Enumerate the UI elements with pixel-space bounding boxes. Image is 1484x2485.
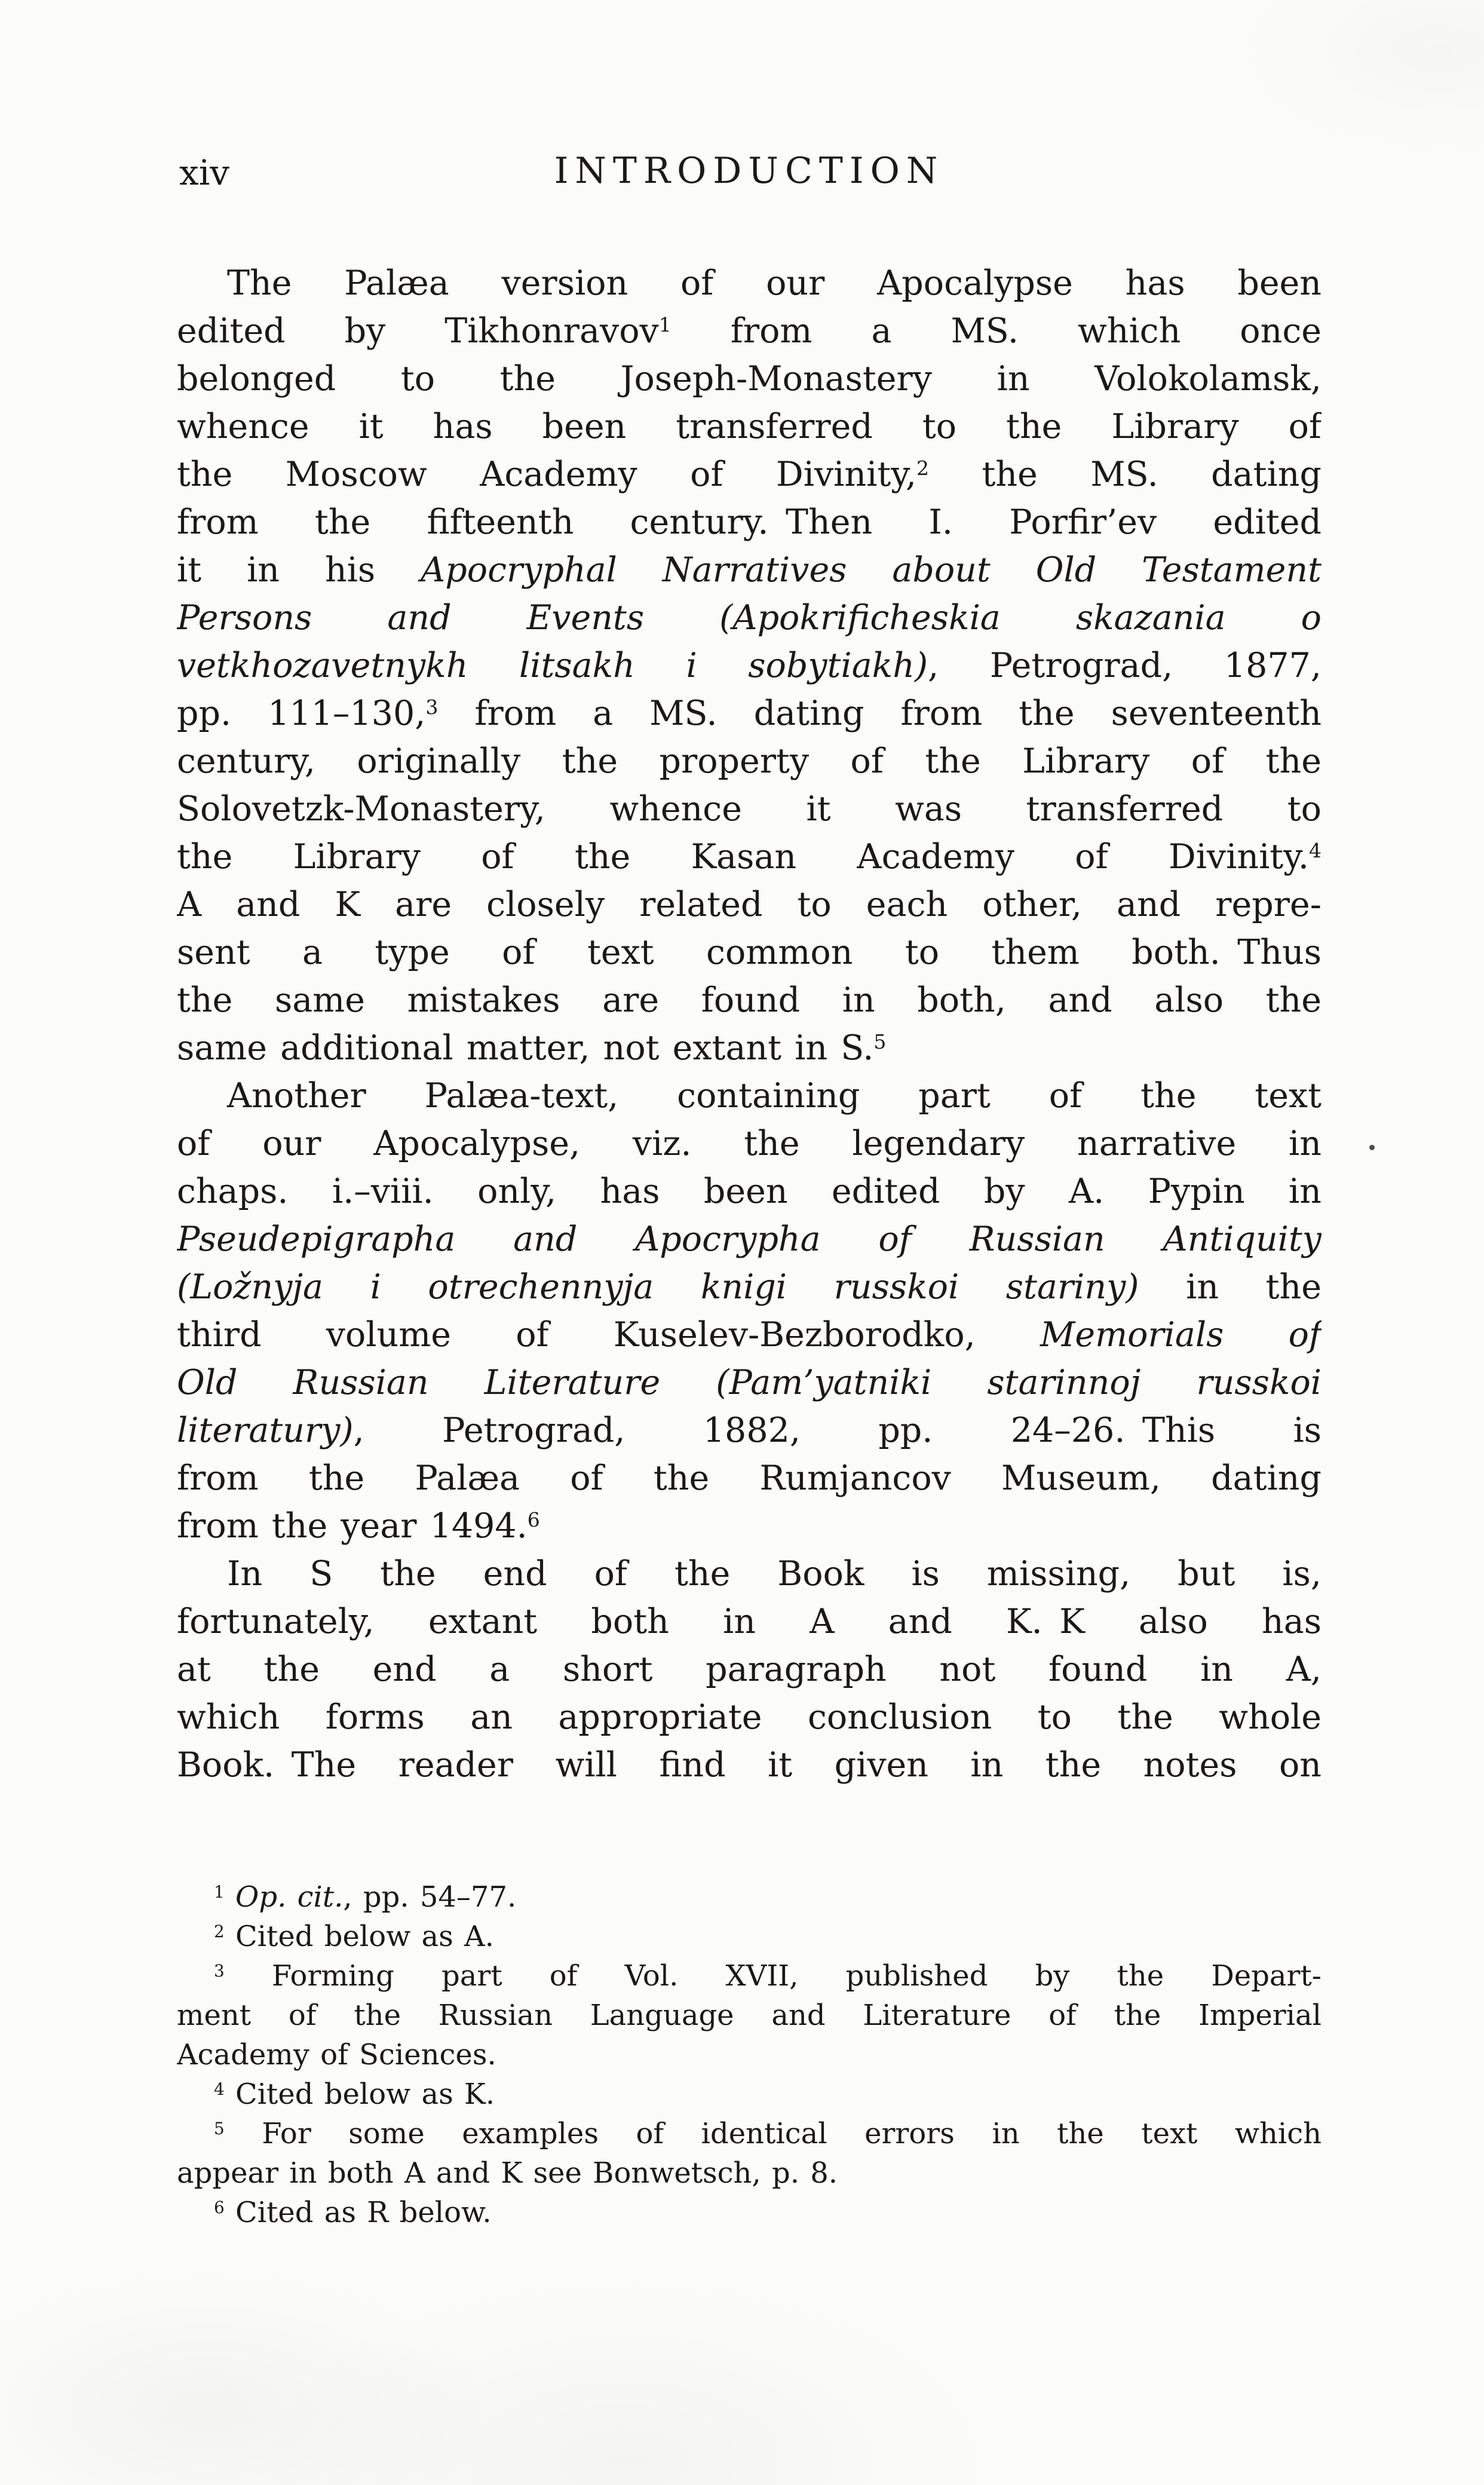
text-line bbox=[177, 498, 1322, 546]
text-line bbox=[177, 1072, 1322, 1120]
text-segment: sent a type of text common to them both. Thus bbox=[177, 933, 1322, 972]
footnote-marker: 1 bbox=[658, 312, 672, 336]
text-segment: from a MS. dating from the seventeenth bbox=[438, 694, 1322, 733]
text-segment: from the year 1494. bbox=[177, 1506, 528, 1546]
text-segment: Another Palæa-text, containing part of the text bbox=[227, 1076, 1322, 1116]
text-line bbox=[177, 785, 1322, 833]
text-segment: In S the end of the Book is missing, but is, bbox=[227, 1554, 1322, 1594]
paragraph bbox=[177, 1550, 1322, 1789]
text-segment: pp. 111–130, bbox=[177, 694, 426, 733]
text-segment: Cited below as K. bbox=[224, 2078, 495, 2111]
text-line bbox=[177, 403, 1322, 451]
text-segment: the Library of the Kasan Academy of Divinity. bbox=[177, 837, 1309, 877]
text-line bbox=[177, 1215, 1322, 1263]
text-line bbox=[177, 2153, 1322, 2193]
text-segment: from the Palæa of the Rumjancov Museum, dating bbox=[177, 1458, 1322, 1498]
text-line bbox=[177, 1024, 1322, 1072]
footnote-marker: 4 bbox=[1308, 838, 1322, 862]
text-line bbox=[177, 1454, 1322, 1502]
text-line bbox=[177, 1956, 1322, 1996]
footnote-marker: 1 bbox=[214, 1882, 225, 1902]
footnote bbox=[177, 2075, 1322, 2114]
text-segment: in the bbox=[1139, 1267, 1322, 1307]
text-segment: belonged to the Joseph-Monastery in Volokolamsk, bbox=[177, 359, 1322, 399]
text-segment: literatury) bbox=[177, 1411, 354, 1450]
footnote-marker: 6 bbox=[214, 2197, 225, 2217]
text-segment: A and K are closely related to each other, and repre- bbox=[177, 885, 1322, 924]
footnote bbox=[177, 1877, 1322, 1917]
text-line bbox=[177, 355, 1322, 403]
text-line bbox=[177, 1693, 1322, 1741]
text-segment: from a MS. which once bbox=[671, 311, 1322, 351]
text-line bbox=[177, 2035, 1322, 2075]
text-segment: Old Russian Literature (Pam’yatniki starinnoj russkoi bbox=[177, 1363, 1322, 1402]
text-line bbox=[177, 1502, 1322, 1550]
footnote-marker: 2 bbox=[214, 1921, 225, 1941]
page-number: xiv bbox=[179, 152, 230, 193]
text-segment: century, originally the property of the Library of the bbox=[177, 741, 1322, 781]
footnote-marker: 5 bbox=[214, 2118, 225, 2138]
footnote bbox=[177, 1956, 1322, 2075]
text-line bbox=[177, 833, 1322, 881]
text-line bbox=[177, 929, 1322, 976]
footnotes-section bbox=[0, 1877, 1484, 2232]
text-segment: third volume of Kuselev-Bezborodko, bbox=[177, 1315, 1040, 1355]
text-line bbox=[177, 2075, 1322, 2114]
footnote-marker: 3 bbox=[214, 1960, 225, 1981]
footnote bbox=[177, 2193, 1322, 2232]
text-segment: Academy of Sciences. bbox=[177, 2038, 496, 2072]
footnote bbox=[177, 1917, 1322, 1956]
text-segment: Cited as R below. bbox=[224, 2196, 492, 2229]
text-segment: , pp. 54–77. bbox=[343, 1880, 517, 1914]
text-line bbox=[177, 1311, 1322, 1359]
text-line bbox=[177, 1120, 1322, 1168]
text-segment: Book. The reader will find it given in the notes on bbox=[177, 1745, 1322, 1785]
text-segment: fortunately, extant both in A and K. K also has bbox=[177, 1602, 1322, 1641]
paragraph bbox=[177, 259, 1322, 1072]
text-segment: Memorials of bbox=[1040, 1315, 1322, 1355]
footnote-marker: 2 bbox=[916, 456, 930, 480]
text-line bbox=[177, 1359, 1322, 1407]
running-header: INTRODUCTION bbox=[554, 150, 945, 192]
text-line bbox=[177, 1996, 1322, 2035]
text-line bbox=[177, 2193, 1322, 2232]
text-line bbox=[177, 737, 1322, 785]
text-line bbox=[177, 976, 1322, 1024]
text-line bbox=[177, 642, 1322, 690]
text-line bbox=[177, 2114, 1322, 2153]
text-segment: Op. cit. bbox=[235, 1880, 344, 1914]
footnote-marker: 6 bbox=[527, 1507, 540, 1531]
text-segment: from the fifteenth century. Then I. Porfir’ev edited bbox=[177, 502, 1322, 542]
text-line bbox=[177, 259, 1322, 307]
text-segment: vetkhozavetnykh litsakh i sobytiakh) bbox=[177, 646, 928, 685]
text-segment: chaps. i.–viii. only, has been edited by A. Pypin in bbox=[177, 1172, 1322, 1211]
text-segment bbox=[225, 1880, 235, 1914]
text-segment: whence it has been transferred to the Library of bbox=[177, 407, 1322, 446]
text-segment: Solovetzk-Monastery, whence it was transferred to bbox=[177, 789, 1322, 829]
text-segment: same additional matter, not extant in S. bbox=[177, 1028, 874, 1068]
text-segment: which forms an appropriate conclusion to the whole bbox=[177, 1697, 1322, 1737]
text-segment: For some examples of identical errors in the text which bbox=[224, 2117, 1322, 2150]
text-segment: (Ložnyja i otrechennyja knigi russkoi stariny) bbox=[177, 1267, 1139, 1307]
footnote-marker: 5 bbox=[873, 1029, 887, 1053]
footnote-marker: 4 bbox=[214, 2079, 225, 2099]
text-segment: ment of the Russian Language and Literature of the Imperial bbox=[177, 1999, 1322, 2032]
text-line bbox=[177, 881, 1322, 929]
text-line bbox=[177, 1917, 1322, 1956]
body-text bbox=[0, 259, 1484, 1789]
text-segment: of our Apocalypse, viz. the legendary narrative in bbox=[177, 1124, 1322, 1163]
text-line bbox=[177, 1168, 1322, 1215]
text-line bbox=[177, 1877, 1322, 1917]
text-line bbox=[177, 690, 1322, 737]
text-segment: Forming part of Vol. XVII, published by the Depart- bbox=[224, 1959, 1322, 1993]
paragraph bbox=[177, 1072, 1322, 1550]
text-line bbox=[177, 1263, 1322, 1311]
text-segment: at the end a short paragraph not found in A, bbox=[177, 1650, 1322, 1689]
text-line bbox=[177, 307, 1322, 355]
text-line bbox=[177, 451, 1322, 498]
text-line bbox=[177, 1407, 1322, 1454]
text-segment: The Palæa version of our Apocalypse has been bbox=[227, 263, 1322, 303]
text-line bbox=[177, 1550, 1322, 1598]
footnote-marker: 3 bbox=[425, 695, 439, 719]
text-segment: the same mistakes are found in both, and also the bbox=[177, 980, 1322, 1020]
text-line bbox=[177, 1741, 1322, 1789]
text-segment: Pseudepigrapha and Apocrypha of Russian Antiquity bbox=[177, 1219, 1322, 1259]
page-header bbox=[0, 149, 1484, 192]
text-line bbox=[177, 1598, 1322, 1646]
text-segment: Persons and Events (Apokrificheskia skazania o bbox=[177, 598, 1322, 638]
text-segment: it in his bbox=[177, 550, 421, 590]
text-line bbox=[177, 546, 1322, 594]
scan-speck-artifact bbox=[1369, 1145, 1375, 1150]
text-segment: , Petrograd, 1882, pp. 24–26. This is bbox=[353, 1411, 1322, 1450]
text-segment: appear in both A and K see Bonwetsch, p. 8. bbox=[177, 2156, 838, 2190]
footnote bbox=[177, 2114, 1322, 2193]
text-segment: Apocryphal Narratives about Old Testament bbox=[421, 550, 1322, 590]
text-segment: Cited below as A. bbox=[224, 1920, 494, 1953]
text-segment: , Petrograd, 1877, bbox=[928, 646, 1322, 685]
text-segment: the MS. dating bbox=[929, 455, 1322, 494]
text-segment: edited by Tikhonravov bbox=[177, 311, 659, 351]
text-line bbox=[177, 1646, 1322, 1693]
text-line bbox=[177, 594, 1322, 642]
text-segment: the Moscow Academy of Divinity, bbox=[177, 455, 916, 494]
